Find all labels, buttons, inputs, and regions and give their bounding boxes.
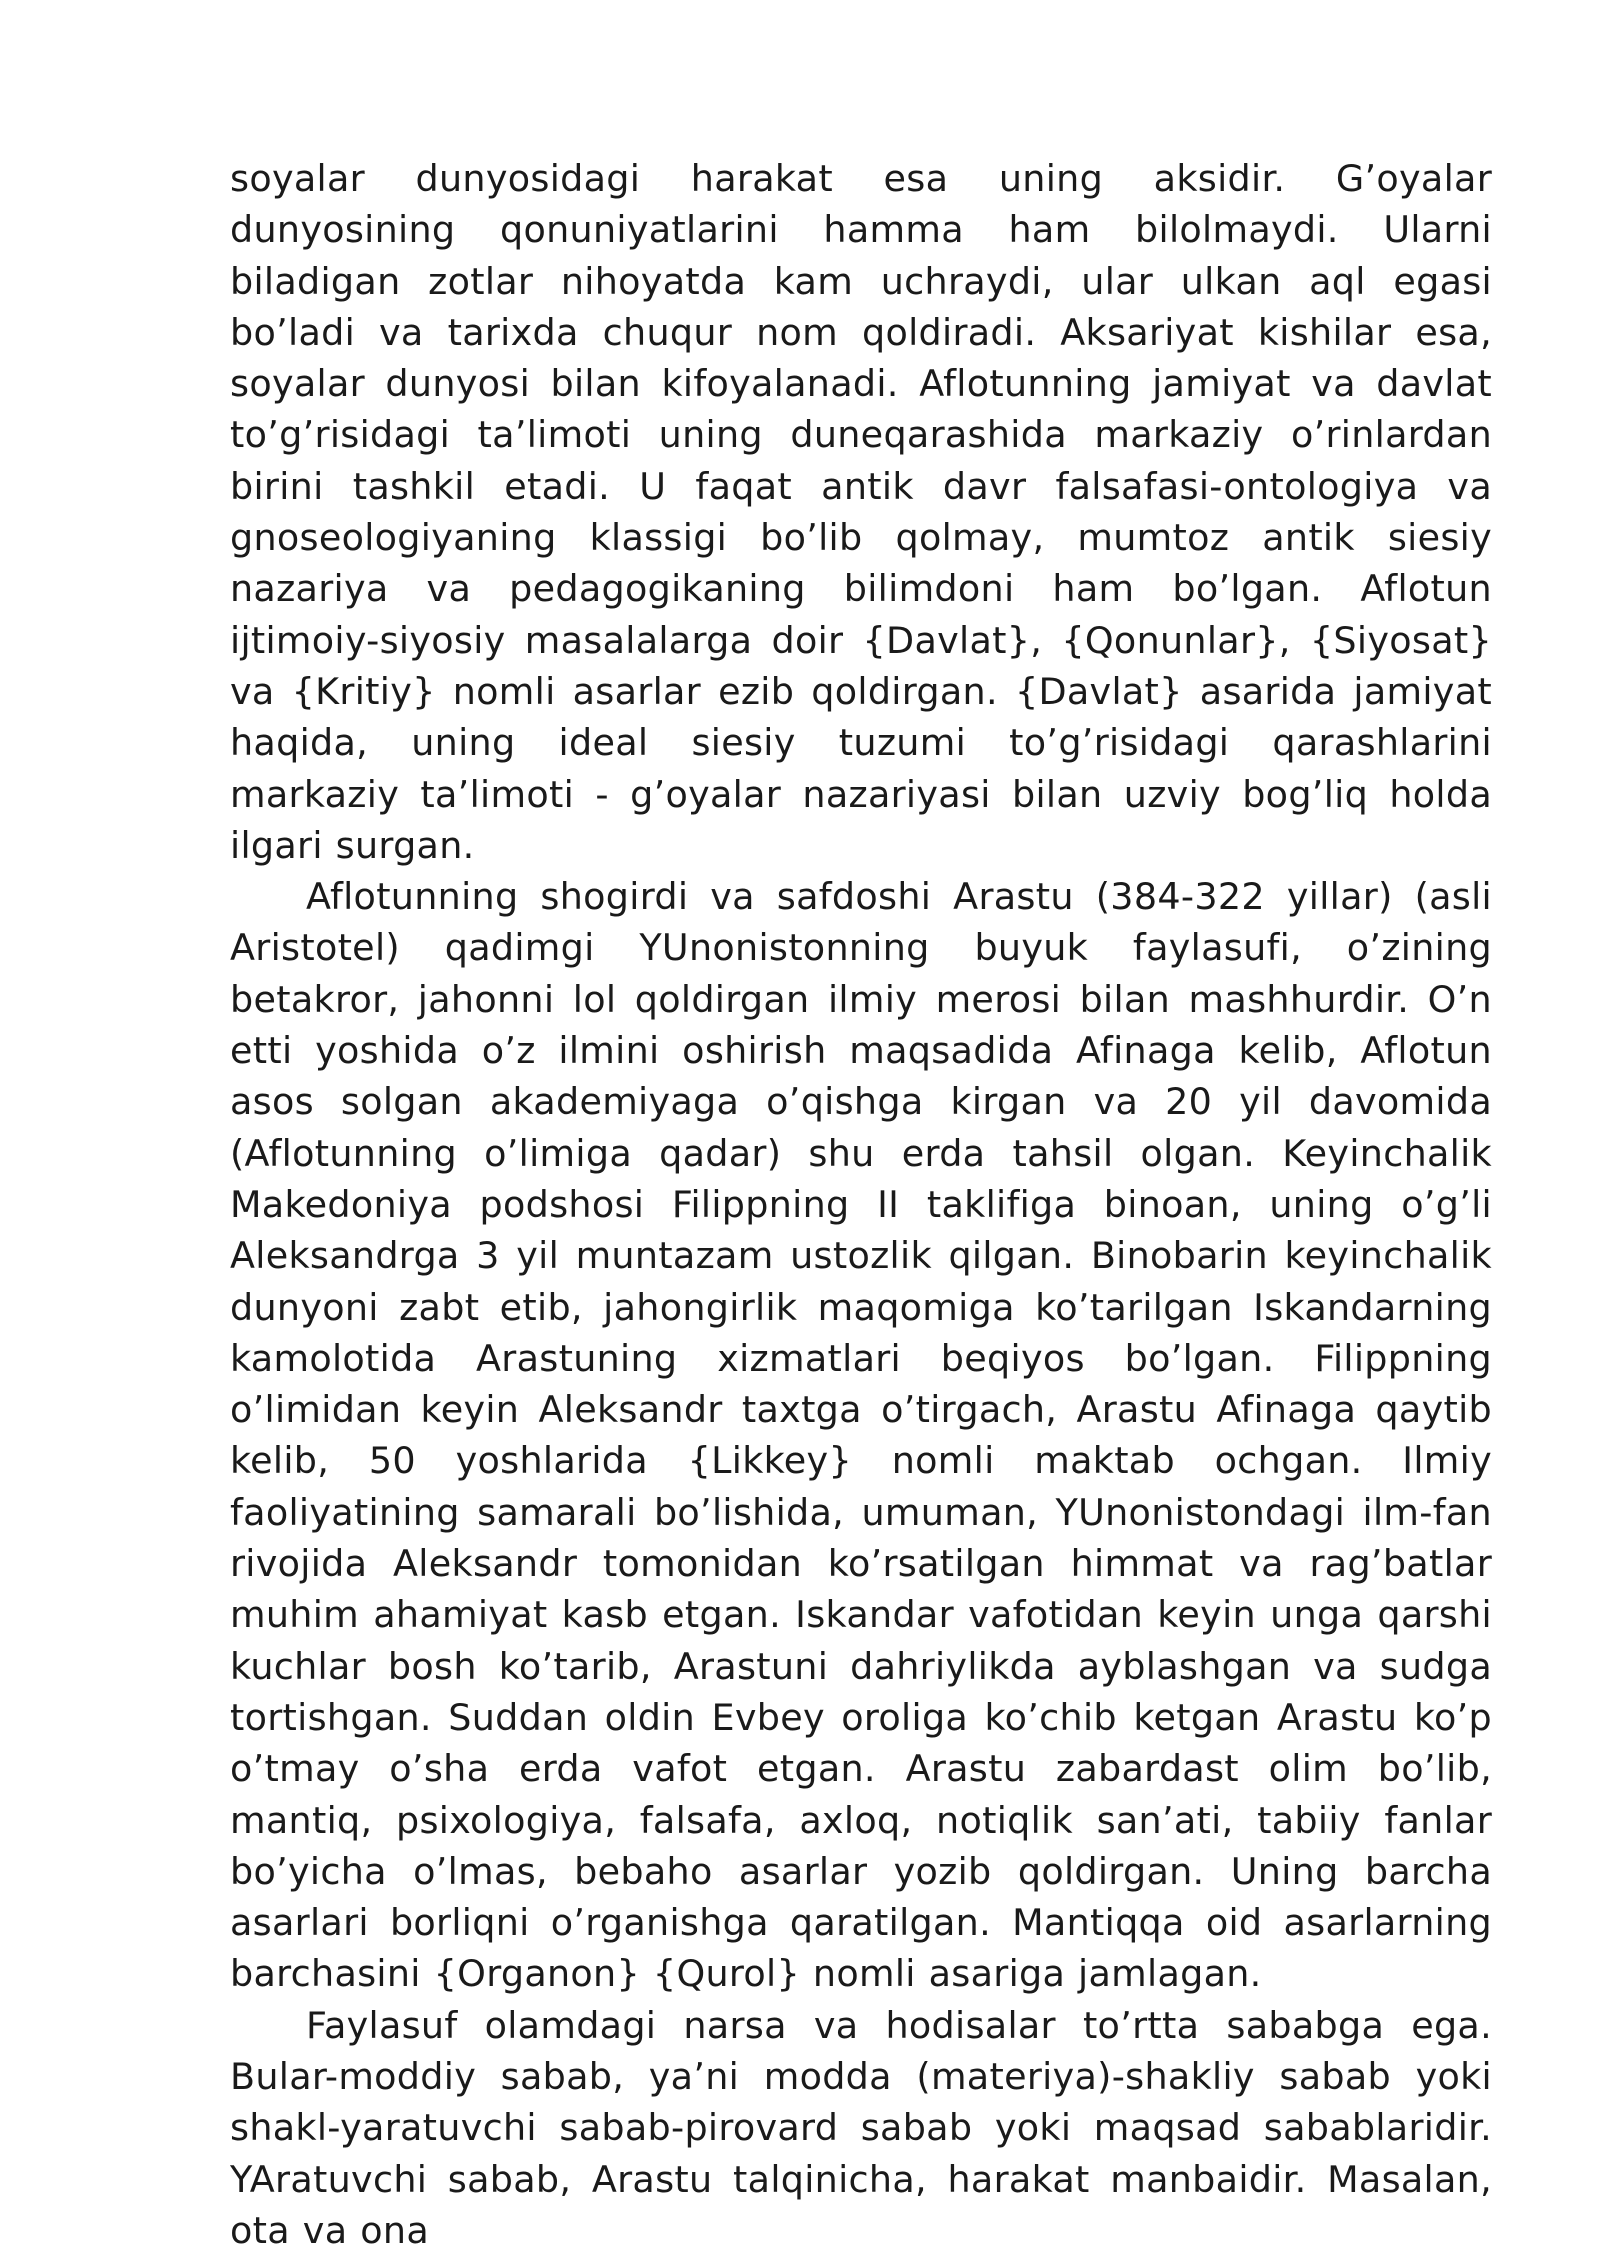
paragraph-continuation: soyalar dunyosidagi harakat esa uning aksidir. G’oyalar dunyosining qonuniyatlarini hamma ham bilolmaydi. Ularni biladigan zotlar nihoyatda kam uchraydi, ular ulkan aql egasi bo’ladi va tarixda chuqur nom qoldiradi. Aksariyat kishilar esa, soyalar dunyosi bilan kifoyalanadi. Aflotunning jamiyat va davlat to’g’risidagi ta’limoti uning duneqarashida markaziy o’rinlardan birini tashkil etadi. U faqat antik davr falsafasi-ontologiya va gnoseologiyaning klassigi bo’lib qolmay, mumtoz antik siesiy nazariya va pedagogikaning bilimdoni ham bo’lgan. Aflotun ijtimoiy-siyosiy masalalarga doir {Davlat}, {Qonunlar}, {Siyosat} va {Kritiy} nomli asarlar ezib qoldirgan. {Davlat} asarida jamiyat haqida, uning ideal siesiy tuzumi to’g’risidagi qarashlarini markaziy ta’limoti - g’oyalar nazariyasi bilan uzviy bog’liq holda ilgari surgan. [230,157,1492,867]
paragraph-arastu-biography: Aflotunning shogirdi va safdoshi Arastu (384-322 yillar) (asli Aristotel) qadimgi YUnonistonning buyuk faylasufi, o’zining betakror, jahonni lol qoldirgan ilmiy merosi bilan mashhurdir. O’n etti yoshida o’z ilmini oshirish maqsadida Afinaga kelib, Aflotun asos solgan akademiyaga o’qishga kirgan va 20 yil davomida (Aflotunning o’limiga qadar) shu erda tahsil olgan. Keyinchalik Makedoniya podshosi Filippning II taklifiga binoan, uning o’g’li Aleksandrga 3 yil muntazam ustozlik qilgan. Binobarin keyinchalik dunyoni zabt etib, jahongirlik maqomiga ko’tarilgan Iskandarning kamolotida Arastuning xizmatlari beqiyos bo’lgan. Filippning o’limidan keyin Aleksandr taxtga o’tirgach, Arastu Afinaga qaytib kelib, 50 yoshlarida {Likkey} nomli maktab ochgan. Ilmiy faoliyatining samarali bo’lishida, umuman, YUnonistondagi ilm-fan rivojida Aleksandr tomonidan ko’rsatilgan himmat va rag’batlar muhim ahamiyat kasb etgan. Iskandar vafotidan keyin unga qarshi kuchlar bosh ko’tarib, Arastuni dahriylikda ayblashgan va sudga tortishgan. Suddan oldin Evbey oroliga ko’chib ketgan Arastu ko’p o’tmay o’sha erda vafot etgan. Arastu zabardast olim bo’lib, mantiq, psixologiya, falsafa, axloq, notiqlik san’ati, tabiiy fanlar bo’yicha o’lmas, bebaho asarlar yozib qoldirgan. Uning barcha asarlari borliqni o’rganishga qaratilgan. Mantiqqa oid asarlarning barchasini {Organon} {Qurol} nomli asariga jamlagan. [230,875,1492,1996]
paragraph-four-causes: Faylasuf olamdagi narsa va hodisalar to’rtta sababga ega. Bular-moddiy sabab, ya’ni modda (materiya)-shakliy sabab yoki shakl-yaratuvchi sabab-pirovard sabab yoki maqsad sabablaridir. YAratuvchi sabab, Arastu talqinicha, harakat manbaidir. Masalan, ota va ona [230,2003,1492,2252]
document-page [230,153,1492,2256]
